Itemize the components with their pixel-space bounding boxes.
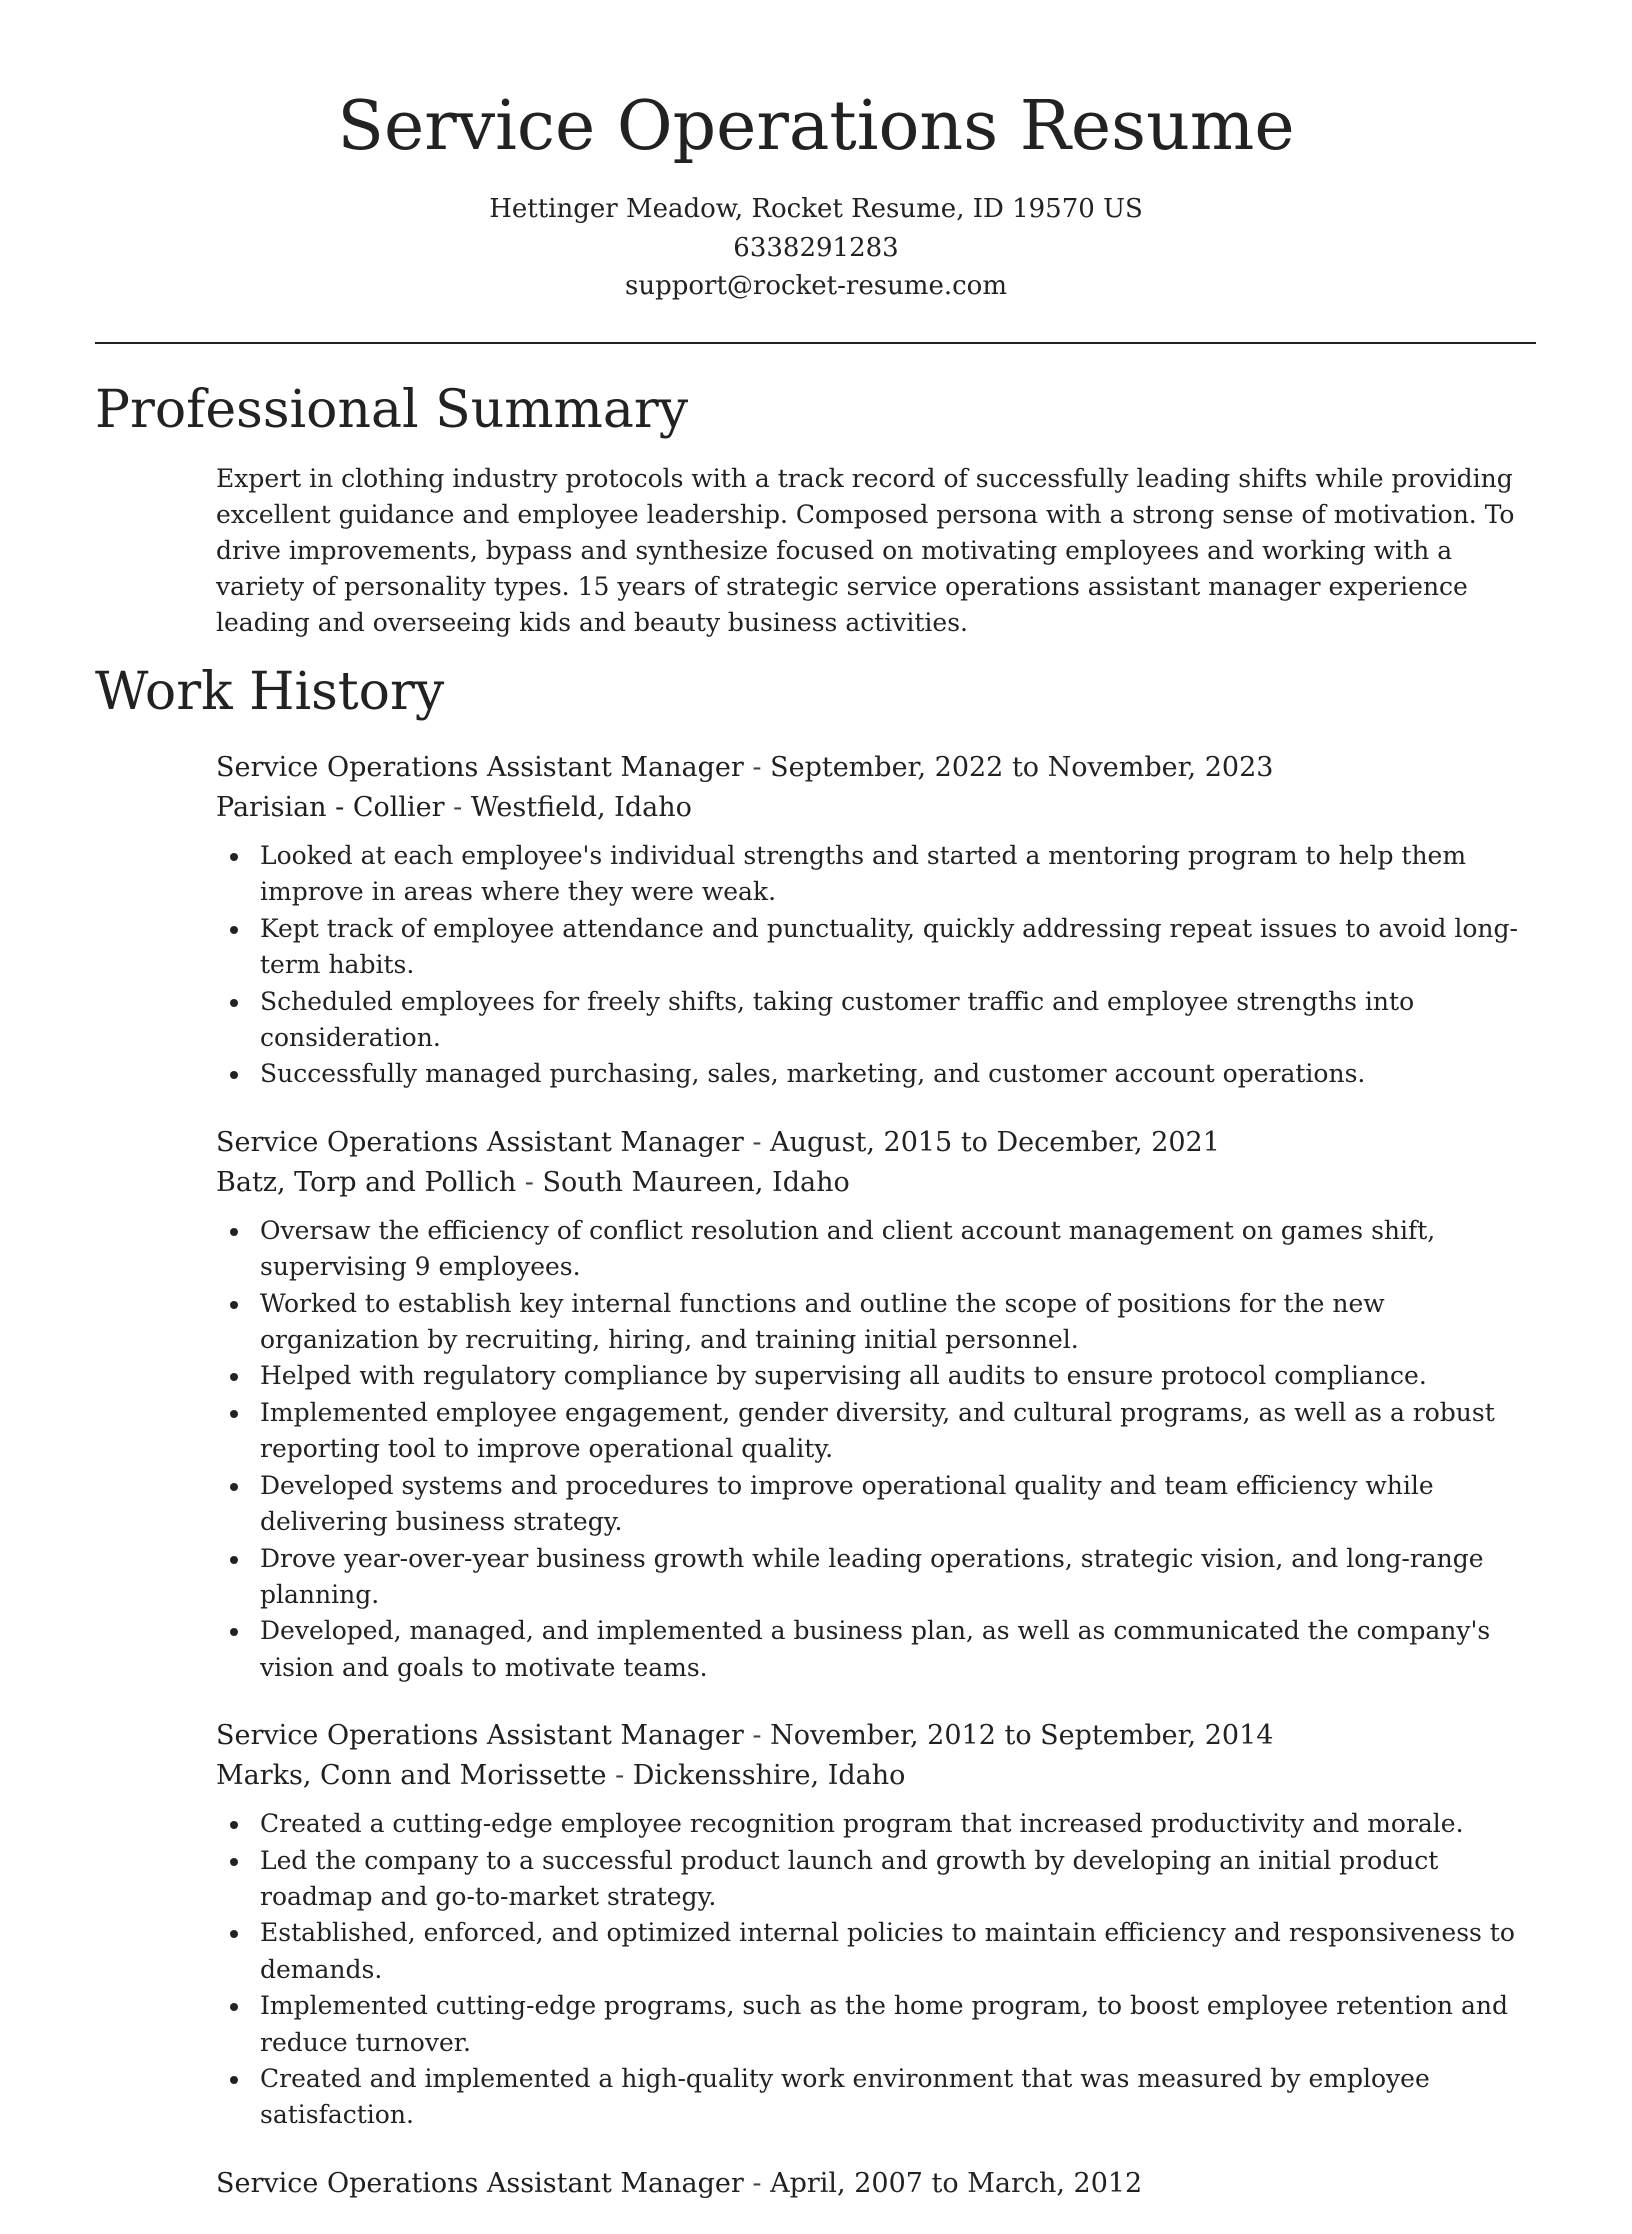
phone-line: 6338291283 <box>733 232 899 263</box>
list-item: Successfully managed purchasing, sales, marketing, and customer account operations. <box>216 1056 1536 1092</box>
job-company-line: Parisian - Collier - Westfield, Idaho <box>216 792 692 823</box>
job-location: South Maureen, Idaho <box>542 1166 850 1198</box>
summary-text: Expert in clothing industry protocols with a track record of successfully leading shifts while providing excellent guidance and employee leadership. Composed persona with a strong sense of motivation. To drive improvements, bypass and synthesize focused on motivating employees and working with a variety of personality types. 15 years of strategic service operations assistant manager experience leading and overseeing kids and beauty business activities. <box>216 464 1515 637</box>
summary-heading: Professional Summary <box>95 380 689 440</box>
bullet-dot <box>230 1410 238 1418</box>
list-item: Kept track of employee attendance and punctuality, quickly addressing repeat issues to avoid long-term habits. <box>216 911 1536 984</box>
job-company: Batz, Torp and Pollich <box>216 1166 517 1198</box>
list-item: Oversaw the efficiency of conflict resolution and client account management on games shift, supervising 9 employees. <box>216 1213 1536 1286</box>
list-item: Created a cutting-edge employee recognition program that increased productivity and morale. <box>216 1806 1536 1842</box>
job-company: Parisian - Collier <box>216 792 445 823</box>
list-item: Helped with regulatory compliance by supervising all audits to ensure protocol compliance. <box>216 1358 1536 1394</box>
job-entry <box>216 1716 1536 2134</box>
work-history-heading: Work History <box>95 662 445 722</box>
bullet-dot <box>230 1228 238 1236</box>
bullet-dot <box>230 1071 238 1079</box>
job-location: Westfield, Idaho <box>470 792 692 823</box>
job-title-line: Service Operations Assistant Manager - April, 2007 to March, 2012 <box>216 2167 1143 2199</box>
bullet-dot <box>230 2003 238 2011</box>
job-company-line: Batz, Torp and Pollich - South Maureen, Idaho <box>216 1166 850 1198</box>
job-dates: August, 2015 to December, 2021 <box>770 1126 1220 1158</box>
bullet-dot <box>230 1628 238 1636</box>
bullet-dot <box>230 1373 238 1381</box>
job-bullets <box>216 1213 1536 1686</box>
bullet-dot <box>230 1821 238 1829</box>
job-entry <box>216 748 1536 1093</box>
bullet-dot <box>230 999 238 1007</box>
list-item: Worked to establish key internal functions and outline the scope of positions for the new organization by recruiting, hiring, and training initial personnel. <box>216 1286 1536 1359</box>
email-line: support@rocket-resume.com <box>624 271 1007 301</box>
job-role: Service Operations Assistant Manager <box>216 1126 744 1158</box>
job-title-line: Service Operations Assistant Manager - November, 2012 to September, 2014 <box>216 1720 1274 1752</box>
work-history-list <box>216 748 1536 2234</box>
job-company: Marks, Conn and Morissette <box>216 1760 607 1792</box>
job-role: Service Operations Assistant Manager <box>216 752 744 783</box>
job-company-line: Marks, Conn and Morissette - Dickensshire, Idaho <box>216 1760 906 1792</box>
job-title-line: Service Operations Assistant Manager - August, 2015 to December, 2021 <box>216 1126 1220 1158</box>
bullet-dot <box>230 1930 238 1938</box>
job-dates: September, 2022 to November, 2023 <box>770 752 1274 783</box>
job-dates: November, 2012 to September, 2014 <box>770 1720 1274 1752</box>
bullet-dot <box>230 853 238 861</box>
bullet-dot <box>230 1301 238 1309</box>
header-divider <box>95 342 1536 344</box>
job-location: Dickensshire, Idaho <box>632 1760 906 1792</box>
list-item: Implemented employee engagement, gender diversity, and cultural programs, as well as a robust reporting tool to improve operational quality. <box>216 1395 1536 1468</box>
job-dates: April, 2007 to March, 2012 <box>770 2167 1143 2199</box>
list-item: Established, enforced, and optimized internal policies to maintain efficiency and responsiveness to demands. <box>216 1915 1536 1988</box>
list-item: Looked at each employee's individual strengths and started a mentoring program to help them improve in areas where they were weak. <box>216 838 1536 911</box>
job-bullets <box>216 838 1536 1093</box>
list-item: Scheduled employees for freely shifts, taking customer traffic and employee strengths into consideration. <box>216 984 1536 1057</box>
list-item: Implemented cutting-edge programs, such as the home program, to boost employee retention and reduce turnover. <box>216 1988 1536 2061</box>
bullet-dot <box>230 1858 238 1866</box>
list-item: Drove year-over-year business growth while leading operations, strategic vision, and long-range planning. <box>216 1541 1536 1614</box>
job-entry <box>216 1123 1536 1686</box>
job-title-line: Service Operations Assistant Manager - September, 2022 to November, 2023 <box>216 752 1274 783</box>
resume-header <box>0 0 1632 306</box>
address-line: Hettinger Meadow, Rocket Resume, ID 19570 US <box>489 194 1143 224</box>
job-entry <box>216 2164 1536 2204</box>
job-role: Service Operations Assistant Manager <box>216 1720 744 1752</box>
bullet-dot <box>230 1556 238 1564</box>
bullet-dot <box>230 926 238 934</box>
bullet-dot <box>230 2076 238 2084</box>
list-item: Developed systems and procedures to improve operational quality and team efficiency while delivering business strategy. <box>216 1468 1536 1541</box>
list-item: Developed, managed, and implemented a business plan, as well as communicated the company's vision and goals to motivate teams. <box>216 1613 1536 1686</box>
bullet-dot <box>230 1483 238 1491</box>
job-bullets <box>216 1806 1536 2134</box>
resume-title: Service Operations Resume <box>337 87 1295 166</box>
job-role: Service Operations Assistant Manager <box>216 2167 744 2199</box>
contact-info <box>0 190 1632 306</box>
list-item: Created and implemented a high-quality work environment that was measured by employee satisfaction. <box>216 2061 1536 2134</box>
list-item: Led the company to a successful product launch and growth by developing an initial product roadmap and go-to-market strategy. <box>216 1843 1536 1916</box>
